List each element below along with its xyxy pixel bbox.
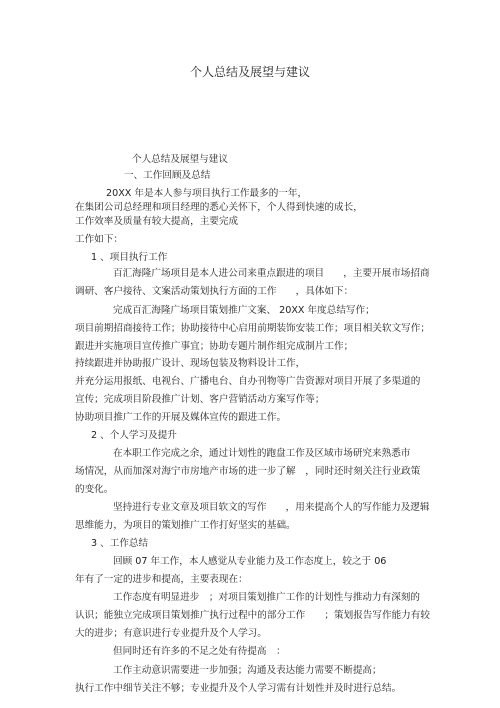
- body-line: 个人总结及展望与建议: [132, 154, 228, 165]
- page-title: 个人总结及展望与建议: [189, 65, 310, 79]
- body-line: 工作如下：: [75, 234, 123, 245]
- body-line: 思维能力，为项目的策划推广工作打好坚实的基础。: [75, 520, 296, 531]
- body-line: 1 、项目执行工作: [91, 252, 168, 263]
- body-line: 百汇海隆广场项目是本人进公司来重点跟进的项目 ，主要开展市场招商: [113, 268, 430, 279]
- body-line: 年有了一定的进步和提高，主要表现在：: [75, 574, 248, 585]
- body-line: 但同时还有许多的不足之处有待提高 ：: [113, 646, 286, 657]
- body-line: 认识；能独立完成项目策划推广执行过程中的部分工作 ；策划报告写作能力有较: [75, 610, 430, 621]
- body-line: 协助项目推广工作的开展及媒体宣传的跟进工作。: [75, 412, 287, 423]
- body-line: 一、工作回顾及总结: [124, 170, 211, 181]
- body-line: 坚持进行专业文章及项目软文的写作 ，用来提高个人的写作能力及逻辑: [113, 502, 430, 513]
- body-line: 2 、个人学习及提升: [91, 430, 177, 441]
- body-line: 执行工作中细节关注不够；专业提升及个人学习需有计划性并及时进行总结。: [75, 683, 402, 694]
- body-line: 大的进步；有意识进行专业提升及个人学习。: [75, 628, 267, 639]
- body-line: 持续跟进并协助报广设计、现场包装及物料设计工作，: [75, 358, 306, 369]
- body-line: 3 、工作总结: [91, 538, 149, 549]
- body-line: 并充分运用报纸、电视台、广播电台、自办刊物等广告资源对项目开展了多渠道的: [75, 376, 421, 387]
- body-line: 20XX 年是本人参与项目执行工作最多的一年，: [106, 188, 308, 199]
- body-line: 回顾 07 年工作，本人感觉从专业能力及工作态度上，较之于 06: [113, 556, 387, 567]
- body-line: 调研、客户接待、文案活动策划执行方面的工作 ，具体如下：: [75, 286, 354, 297]
- body-line: 工作态度有明显进步 ；对项目策划推广工作的计划性与推动力有深刻的: [113, 592, 420, 603]
- body-line: 在集团公司总经理和项目经理的悉心关怀下，个人得到快速的成长，: [75, 202, 363, 213]
- body-line: 跟进并实施项目宣传推广事宜；协助专题片制作组完成制片工作；: [75, 341, 354, 352]
- body-line: 工作主动意识需要进一步加强；沟通及表达能力需要不断提高；: [113, 665, 382, 676]
- body-line: 宣传；完成项目阶段推广计划、客户营销活动方案写作等；: [75, 394, 325, 405]
- body-line: 场情况，从而加深对海宁市房地产市场的进一步了解 ，同时还时刻关注行业政策: [75, 466, 421, 477]
- body-line: 工作效率及质量有较大提高，主要完成: [75, 216, 239, 227]
- body-line: 的变化。: [75, 484, 114, 495]
- body-line: 项目前期招商接待工作；协助接待中心启用前期装饰安装工作；项目相关软文写作；: [75, 323, 430, 334]
- body-line: 完成百汇海隆广场项目策划推广文案、 20XX 年度总结写作；: [113, 305, 375, 316]
- body-line: 在本职工作完成之余，通过计划性的跑盘工作及区域市场研究来熟悉市: [113, 448, 411, 459]
